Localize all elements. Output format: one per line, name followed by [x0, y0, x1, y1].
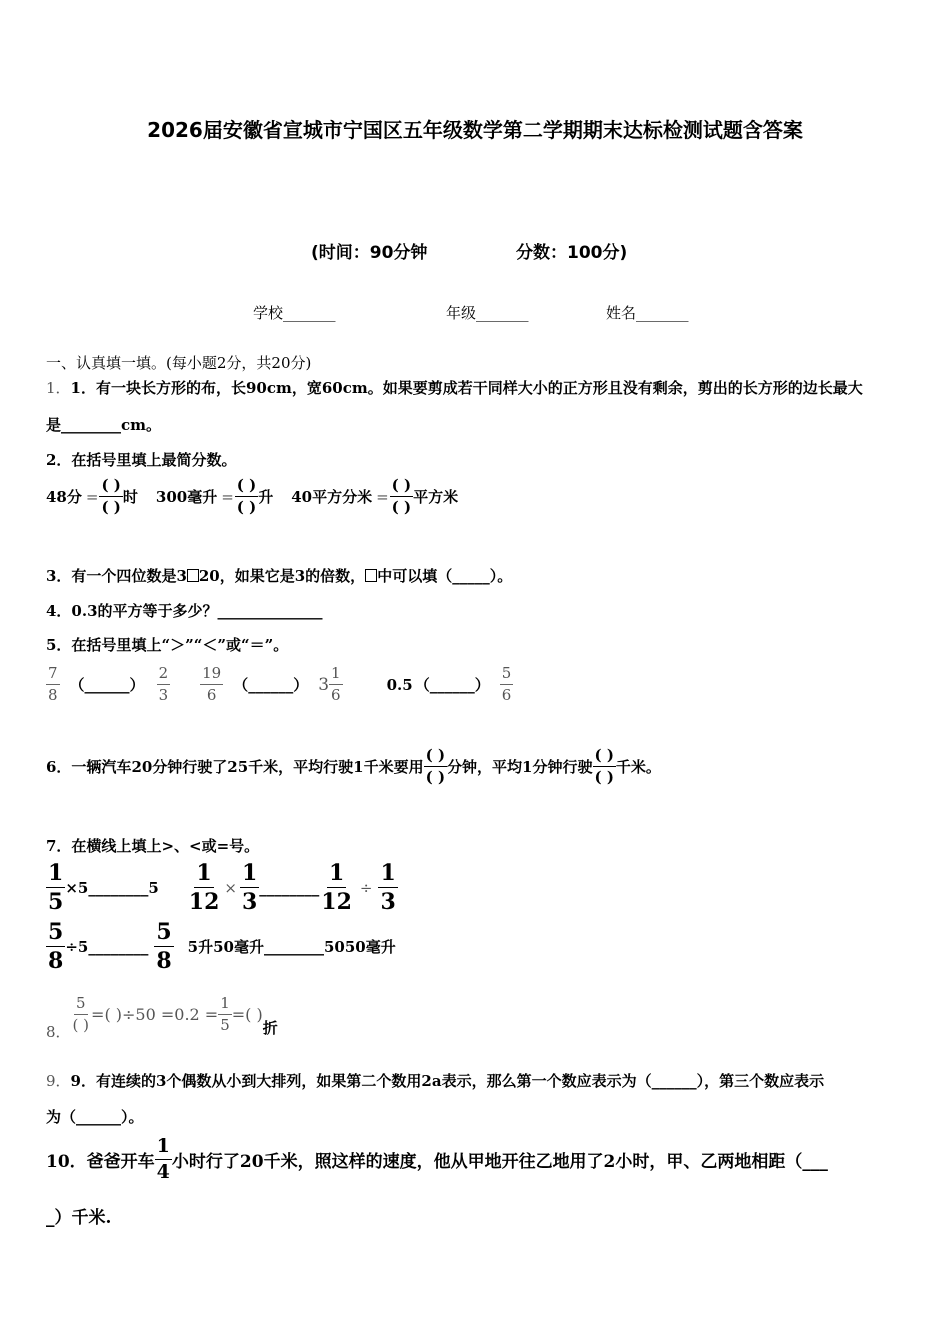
times-sign: ×	[224, 878, 237, 897]
fraction-5-6	[500, 666, 514, 703]
q3-pre: 3．有一个四位数是3	[46, 567, 187, 585]
decimal-value: 0.5	[386, 675, 413, 694]
q6-fraction-1	[424, 748, 447, 785]
denominator: 6	[206, 686, 217, 704]
denominator: 8	[48, 948, 64, 974]
question-7: 7．在横线上填上>、<或=号。	[46, 837, 260, 855]
denominator: 3	[241, 889, 258, 915]
denominator: 12	[188, 889, 220, 915]
fraction-1-3	[240, 862, 259, 913]
q2-c-unit: 平方米	[413, 488, 459, 506]
numerator: 7	[46, 666, 60, 685]
q8-mid: =( )÷50 =0.2 =	[91, 1005, 219, 1024]
q7-expr-1: ×5________5	[65, 878, 159, 897]
question-7-row-2	[46, 921, 396, 972]
q2-b-unit: 升	[258, 488, 274, 506]
fraction-19-6	[200, 666, 223, 703]
page-title: 2026届安徽省宣城市宁国区五年级数学第二学期期末达标检测试题含答案	[147, 118, 803, 142]
numerator: 2	[157, 666, 171, 685]
q2-a-fraction	[99, 478, 122, 515]
question-9-line-1: 9．9．有连续的3个偶数从小到大排列，如果第二个数用2a表示，那么第一个数应表示为（______），第三个数应表示	[46, 1072, 825, 1090]
question-2-fractions	[46, 478, 458, 515]
comparison-blank: （______）	[233, 676, 309, 694]
comparison-blank: （______）	[414, 676, 490, 694]
question-1-line-2: 是________cm。	[46, 416, 162, 434]
q8-end: =( )	[231, 1005, 263, 1024]
q2-c-label: 40平方分米	[291, 488, 373, 506]
blank-denominator: ( )	[236, 498, 257, 516]
numerator: 5	[156, 919, 172, 945]
fraction-5-blank	[71, 996, 91, 1033]
q9-text: 9．有连续的3个偶数从小到大排列，如果第二个数用2a表示，那么第一个数应表示为（______），第三个数应表示	[70, 1072, 825, 1090]
numerator: 1	[48, 860, 64, 886]
equals-sign: =	[376, 487, 389, 506]
numerator: 5	[500, 666, 514, 685]
numerator: 1	[155, 1137, 172, 1160]
answer-line: ________	[259, 878, 320, 897]
numerator: 1	[196, 860, 212, 886]
score-info: 分数：100分)	[516, 243, 628, 263]
q1-text: 1．有一块长方形的布，长90cm，宽60cm。如果要剪成若干同样大小的正方形且没有剩余，剪出的长方形的边长最大	[70, 379, 863, 397]
question-10-line-2: _）千米.	[46, 1208, 112, 1228]
fraction-1-12	[319, 862, 354, 913]
numerator: 1	[241, 860, 258, 886]
question-5-comparisons	[46, 666, 513, 703]
q7-expr-2: ÷5________	[65, 937, 149, 956]
equals-sign: =	[221, 487, 234, 506]
fraction-1-3	[378, 862, 397, 913]
grade-field: 年级_______	[446, 304, 529, 322]
name-field: 姓名_______	[606, 304, 689, 322]
blank-denominator: ( )	[425, 768, 446, 786]
denominator: 4	[156, 1161, 170, 1183]
blank-numerator: ( )	[99, 478, 122, 497]
denominator: 3	[380, 889, 396, 915]
denominator: 5	[48, 889, 64, 915]
q6-fraction-2	[593, 748, 616, 785]
school-field: 学校_______	[253, 304, 336, 322]
blank-numerator: ( )	[593, 748, 616, 767]
fraction-2-3	[157, 666, 171, 703]
denominator: 6	[331, 686, 341, 704]
blank-denominator: ( )	[101, 498, 121, 516]
numerator: 1	[218, 996, 232, 1015]
q2-b-label: 300毫升	[155, 488, 218, 506]
q6-mid: 分钟，平均1分钟行驶	[447, 758, 593, 776]
q2-a-unit: 时	[122, 488, 138, 506]
question-7-row-1	[46, 862, 398, 913]
mixed-whole: 3	[318, 674, 330, 695]
question-3	[46, 565, 512, 586]
q8-label: 8．	[46, 1023, 71, 1041]
section-heading: 一、认真填一填。(每小题2分，共20分)	[46, 354, 312, 372]
denominator: 8	[48, 686, 58, 704]
fraction-5-8	[154, 921, 173, 972]
denominator: ( )	[72, 1016, 90, 1034]
q8-zhe: 折	[262, 1019, 278, 1037]
q3-post: 中可以填（_____）。	[377, 567, 513, 585]
blank-denominator: ( )	[391, 498, 412, 516]
blank-numerator: ( )	[390, 478, 413, 497]
fraction-1-5	[46, 862, 65, 913]
denominator: 12	[321, 889, 352, 915]
question-6	[46, 748, 661, 785]
q7-expr-volume: 5升50毫升________5050毫升	[187, 938, 396, 956]
numerator: 1	[329, 666, 343, 685]
fraction-1-6	[329, 666, 343, 703]
blank-numerator: ( )	[235, 478, 258, 497]
numerator: 19	[200, 666, 223, 685]
fraction-7-8	[46, 666, 60, 703]
q10-pre: 10．爸爸开车	[46, 1152, 155, 1172]
question-5: 5．在括号里填上“＞”“＜”或“＝”。	[46, 636, 289, 654]
denominator: 6	[501, 686, 512, 704]
numerator: 1	[328, 860, 345, 886]
blank-numerator: ( )	[424, 748, 447, 767]
denominator: 8	[156, 948, 172, 974]
question-1-line-1: 1．1．有一块长方形的布，长90cm，宽60cm。如果要剪成若干同样大小的正方形且没有剩余，剪出的长方形的边长最大	[46, 379, 863, 397]
fraction-1-5	[218, 996, 232, 1033]
denominator: 3	[158, 686, 169, 704]
equals-sign: =	[85, 487, 99, 506]
numerator: 5	[74, 996, 88, 1015]
denominator: 5	[220, 1016, 230, 1034]
question-2: 2．在括号里填上最简分数。	[46, 451, 237, 469]
numerator: 5	[48, 919, 64, 945]
numerator: 1	[380, 860, 396, 886]
question-10	[46, 1137, 828, 1182]
divide-sign: ÷	[359, 878, 373, 897]
q6-post: 千米。	[615, 758, 661, 776]
fraction-1-4	[155, 1137, 172, 1182]
q6-pre: 6．一辆汽车20分钟行驶了25千米，平均行驶1千米要用	[46, 758, 424, 776]
q2-b-fraction	[235, 478, 258, 515]
q10-post: 小时行了20千米，照这样的速度，他从甲地开往乙地用了2小时，甲、乙两地相距（___	[171, 1152, 828, 1172]
question-9-line-2: 为（______）。	[46, 1108, 144, 1126]
fraction-5-8	[46, 921, 65, 972]
blank-denominator: ( )	[594, 768, 614, 786]
q2-a-label: 48分	[46, 488, 82, 506]
square-box-icon	[187, 569, 199, 582]
question-4: 4．0.3的平方等于多少？______________	[46, 602, 323, 620]
square-box-icon	[365, 569, 377, 582]
comparison-blank: （______）	[69, 676, 145, 694]
q2-c-fraction	[390, 478, 413, 515]
q3-mid: 20，如果它是3的倍数，	[198, 567, 366, 585]
question-8	[46, 987, 278, 1042]
time-info: (时间：90分钟	[311, 243, 428, 263]
fraction-1-12	[187, 862, 222, 913]
